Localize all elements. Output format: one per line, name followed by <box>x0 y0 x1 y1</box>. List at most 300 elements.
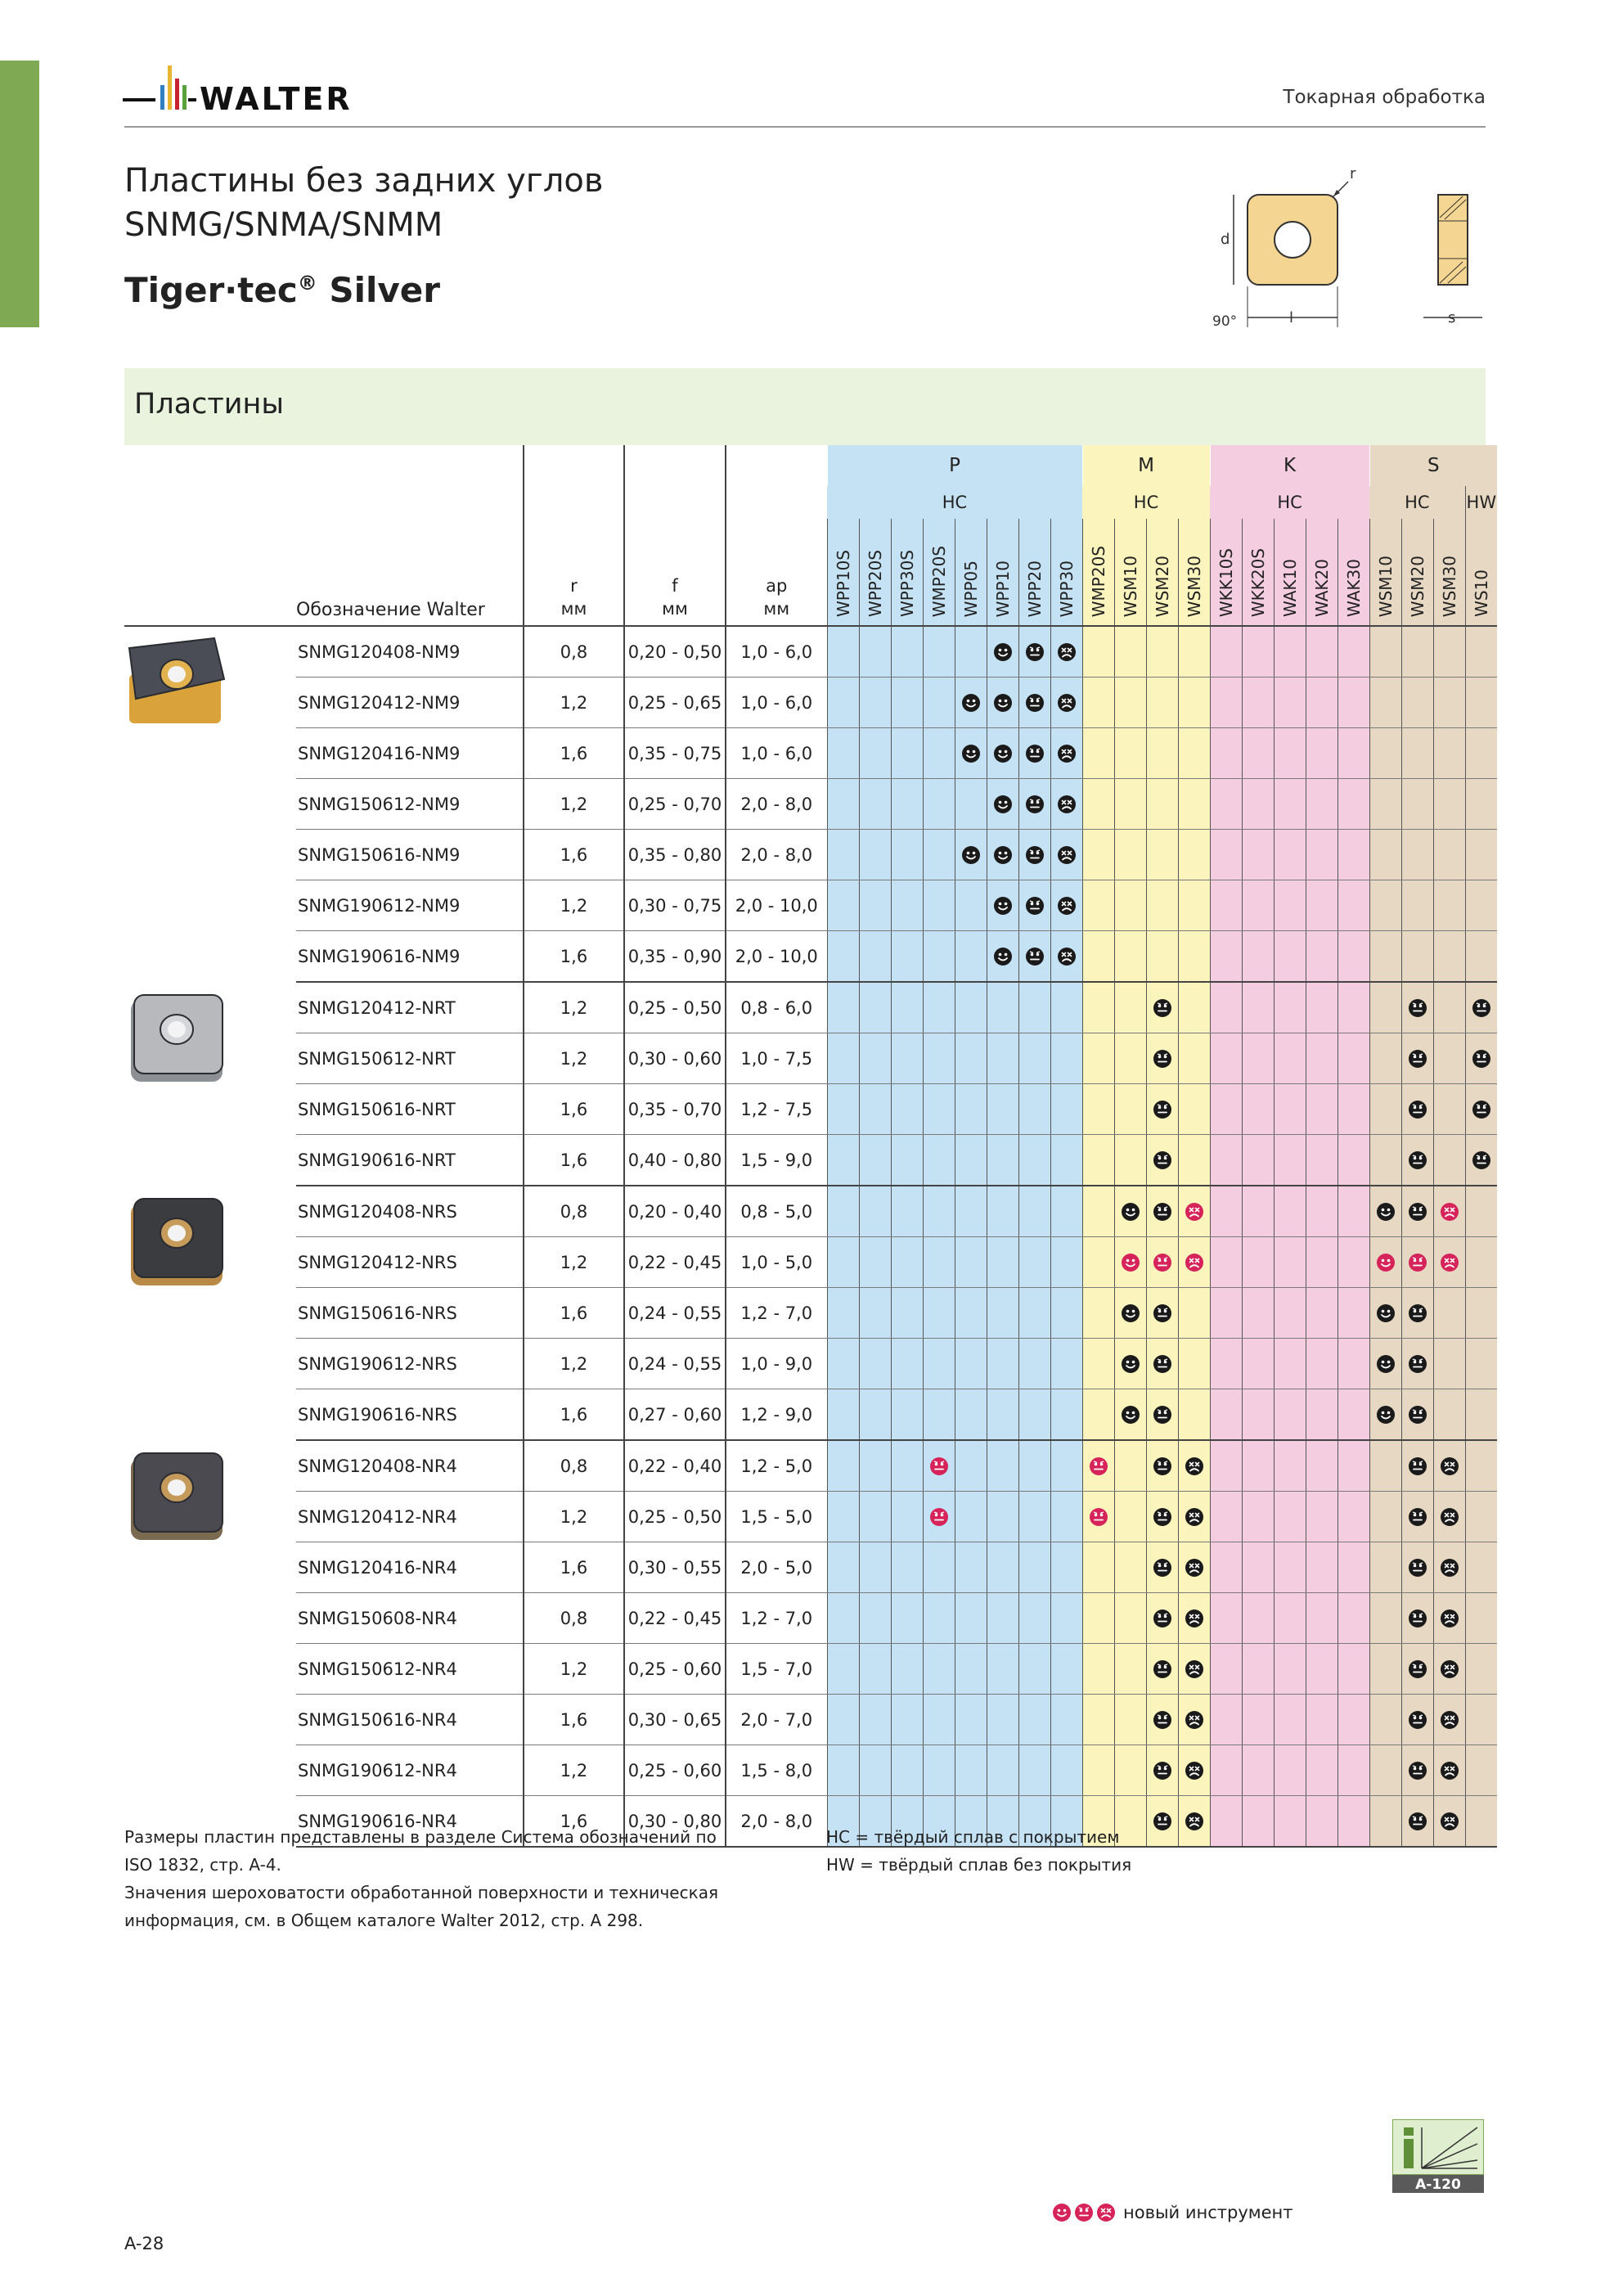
radius-cell: 1,6 <box>524 1542 624 1593</box>
grade-cell <box>1082 1644 1114 1695</box>
grade-cell <box>1274 1492 1306 1542</box>
grade-cell <box>1146 728 1178 779</box>
insert-image-nm9 <box>124 626 296 982</box>
feed-cell: 0,22 - 0,45 <box>624 1237 726 1288</box>
grade-cell <box>923 982 955 1033</box>
grade-cell <box>859 830 891 880</box>
grade-cell <box>1114 1339 1146 1389</box>
grade-cell <box>1146 1542 1178 1593</box>
designation-cell: SNMG120416-NR4 <box>296 1542 524 1593</box>
feed-cell: 0,30 - 0,65 <box>624 1695 726 1745</box>
suitable-icon <box>1025 693 1045 713</box>
grade-cell <box>1465 728 1497 779</box>
limited-icon <box>1440 1558 1459 1578</box>
grade-cell <box>1242 678 1274 728</box>
grade-cell <box>1369 678 1401 728</box>
grade-label: WKK10S <box>1216 547 1236 617</box>
grade-cell <box>1018 1033 1050 1084</box>
grade-cell <box>1242 1237 1274 1288</box>
grade-label: WMP20S <box>1088 545 1108 617</box>
grade-cell <box>859 1593 891 1644</box>
grade-cell <box>827 1745 859 1796</box>
grade-cell <box>1114 1492 1146 1542</box>
grade-cell <box>1210 626 1242 678</box>
grade-cell <box>1018 1237 1050 1288</box>
depth-cell: 1,5 - 8,0 <box>726 1745 827 1796</box>
depth-cell: 1,0 - 6,0 <box>726 678 827 728</box>
grade-cell <box>1369 1389 1401 1441</box>
grade-cell <box>955 1593 987 1644</box>
suitable-icon <box>1408 1761 1427 1781</box>
limited-icon <box>1440 1609 1459 1628</box>
grade-cell <box>1401 779 1433 830</box>
grade-cell <box>1018 830 1050 880</box>
suitable-icon <box>1153 1303 1172 1323</box>
grade-cell <box>1306 830 1338 880</box>
grade-cell <box>827 1084 859 1135</box>
grade-cell <box>1050 626 1082 678</box>
grade-cell <box>1082 1084 1114 1135</box>
grade-cell <box>1210 1237 1242 1288</box>
grade-cell <box>1338 1542 1369 1593</box>
recommended-icon <box>1376 1303 1396 1323</box>
grade-cell <box>1306 1237 1338 1288</box>
grade-cell <box>827 1389 859 1441</box>
grade-cell <box>859 982 891 1033</box>
grade-cell <box>923 1186 955 1237</box>
footnote-line: информация, см. в Общем каталоге Walter 2012, стр. A 298. <box>124 1911 644 1930</box>
limited-icon <box>1185 1507 1204 1527</box>
grade-cell <box>1082 1237 1114 1288</box>
limited-icon <box>1185 1609 1204 1628</box>
table-row <box>124 1033 1497 1084</box>
table-row <box>124 1695 1497 1745</box>
feed-cell: 0,30 - 0,60 <box>624 1033 726 1084</box>
grade-cell <box>923 880 955 931</box>
grade-cell <box>1274 1033 1306 1084</box>
group-m: M <box>1082 445 1210 486</box>
grade-cell <box>1018 626 1050 678</box>
product-line-title: Tiger·tec® Silver <box>124 270 440 310</box>
grade-cell <box>1274 1745 1306 1796</box>
grade-cell <box>1018 678 1050 728</box>
depth-cell: 0,8 - 6,0 <box>726 982 827 1033</box>
grade-cell <box>891 626 923 678</box>
header-image-col <box>124 445 296 626</box>
insert-image-nrt <box>124 982 296 1186</box>
depth-cell: 2,0 - 8,0 <box>726 779 827 830</box>
grade-cell <box>923 626 955 678</box>
grade-cell <box>859 931 891 983</box>
grade-cell <box>1306 1542 1338 1593</box>
table-row <box>124 1186 1497 1237</box>
table-row <box>124 1542 1497 1593</box>
suitable-icon <box>1025 845 1045 865</box>
header-designation: Обозначение Walter <box>296 445 524 626</box>
grade-cell <box>987 626 1018 678</box>
grade-cell <box>1274 1084 1306 1135</box>
grade-cell <box>1114 1084 1146 1135</box>
grade-cell <box>1338 1796 1369 1848</box>
grade-cell <box>1369 1796 1401 1848</box>
section-band-title: Пластины <box>134 388 285 421</box>
grade-cell <box>1018 1389 1050 1441</box>
grade-cell <box>923 1695 955 1745</box>
recommended-icon <box>993 896 1013 916</box>
limited-icon <box>1440 1812 1459 1831</box>
grade-cell <box>1210 1033 1242 1084</box>
grade-cell <box>1465 1644 1497 1695</box>
grade-cell <box>1114 880 1146 931</box>
grade-cell <box>987 1135 1018 1186</box>
radius-cell: 0,8 <box>524 1593 624 1644</box>
suitable-icon <box>1153 1710 1172 1730</box>
grade-cell <box>1146 880 1178 931</box>
table-row <box>124 678 1497 728</box>
grade-cell <box>923 1492 955 1542</box>
grade-cell <box>955 1033 987 1084</box>
grade-cell <box>1465 1593 1497 1644</box>
grade-cell <box>859 1237 891 1288</box>
grade-cell <box>1274 1796 1306 1848</box>
grade-cell <box>1242 982 1274 1033</box>
grade-cell <box>1018 1492 1050 1542</box>
grade-cell <box>1082 728 1114 779</box>
limited-icon <box>1057 947 1077 966</box>
grade-cell <box>955 1695 987 1745</box>
grade-cell <box>1465 931 1497 983</box>
radius-cell: 1,2 <box>524 1644 624 1695</box>
grade-cell <box>1050 982 1082 1033</box>
grade-cell <box>827 982 859 1033</box>
recommended-icon <box>1376 1354 1396 1374</box>
grade-cell <box>1018 1084 1050 1135</box>
designation-cell: SNMG150616-NRS <box>296 1288 524 1339</box>
grade-cell <box>1433 626 1465 678</box>
grade-cell <box>1242 779 1274 830</box>
limited-icon <box>1057 693 1077 713</box>
grade-cell <box>1242 1033 1274 1084</box>
page-title: Пластины без задних углов <box>124 162 604 200</box>
grade-cell <box>827 830 859 880</box>
depth-cell: 2,0 - 10,0 <box>726 880 827 931</box>
grade-header <box>1306 519 1338 626</box>
grade-cell <box>987 1339 1018 1389</box>
grade-cell <box>1369 728 1401 779</box>
suitable-icon <box>1408 998 1427 1018</box>
grade-cell <box>1146 1237 1178 1288</box>
grade-cell <box>1338 1593 1369 1644</box>
grade-cell <box>1242 1796 1274 1848</box>
radius-cell: 1,2 <box>524 1339 624 1389</box>
feed-cell: 0,35 - 0,70 <box>624 1084 726 1135</box>
grade-cell <box>987 1440 1018 1492</box>
grade-cell <box>1242 931 1274 983</box>
grade-cell <box>1178 1644 1210 1695</box>
grade-cell <box>923 678 955 728</box>
suitable-icon <box>1153 1100 1172 1119</box>
grade-cell <box>1018 1695 1050 1745</box>
grade-cell <box>1401 1644 1433 1695</box>
recommended-icon <box>1121 1202 1140 1222</box>
grade-label: WMP20S <box>928 545 949 617</box>
grade-cell <box>1114 1389 1146 1441</box>
grade-cell <box>1178 1695 1210 1745</box>
suitable-icon <box>1408 1049 1427 1069</box>
grade-cell <box>1178 779 1210 830</box>
grade-cell <box>1465 1084 1497 1135</box>
grade-cell <box>1050 1593 1082 1644</box>
grade-cell <box>1433 779 1465 830</box>
header-r: r мм <box>524 445 624 626</box>
feed-cell: 0,20 - 0,50 <box>624 626 726 678</box>
grade-header <box>1050 519 1082 626</box>
grade-cell <box>1050 1084 1082 1135</box>
drawing-label-r: r <box>1350 165 1356 182</box>
recommended-icon <box>993 947 1013 966</box>
radius-cell: 1,6 <box>524 1288 624 1339</box>
grade-cell <box>1114 1033 1146 1084</box>
grade-header <box>1401 519 1433 626</box>
grade-cell <box>1306 1492 1338 1542</box>
footnote-line: HW = твёрдый сплав без покрытия <box>826 1855 1132 1875</box>
grade-cell <box>1050 1288 1082 1339</box>
feed-cell: 0,30 - 0,55 <box>624 1542 726 1593</box>
grade-label: WSM30 <box>1184 555 1204 617</box>
grade-cell <box>1274 1135 1306 1186</box>
grade-header <box>1274 519 1306 626</box>
grade-cell <box>1018 728 1050 779</box>
grade-cell <box>1018 982 1050 1033</box>
radius-cell: 1,6 <box>524 1389 624 1441</box>
limited-icon <box>1185 1761 1204 1781</box>
grade-cell <box>923 1237 955 1288</box>
suitable-icon <box>1025 947 1045 966</box>
table-row <box>124 779 1497 830</box>
grade-cell <box>1210 1288 1242 1339</box>
grade-cell <box>1465 1237 1497 1288</box>
grade-cell <box>1018 1135 1050 1186</box>
grade-cell <box>1018 931 1050 983</box>
grade-cell <box>1401 1440 1433 1492</box>
grade-cell <box>827 1033 859 1084</box>
grade-cell <box>1369 880 1401 931</box>
grade-cell <box>955 1186 987 1237</box>
grade-cell <box>987 1593 1018 1644</box>
grade-label: WPP30 <box>1056 560 1077 617</box>
grade-cell <box>1401 1237 1433 1288</box>
group-k: K <box>1210 445 1369 486</box>
grade-cell <box>859 1745 891 1796</box>
grade-cell <box>1401 1389 1433 1441</box>
recommended-new-icon <box>1376 1253 1396 1272</box>
feed-cell: 0,35 - 0,90 <box>624 931 726 983</box>
grade-cell <box>1146 931 1178 983</box>
radius-cell: 1,2 <box>524 880 624 931</box>
grade-cell <box>1401 626 1433 678</box>
info-reference-box[interactable] <box>1392 2119 1484 2193</box>
grade-cell <box>1178 1186 1210 1237</box>
radius-cell: 1,6 <box>524 1796 624 1848</box>
grade-cell <box>955 1288 987 1339</box>
grade-cell <box>1178 1745 1210 1796</box>
grade-header <box>1338 519 1369 626</box>
grade-cell <box>1018 1288 1050 1339</box>
grade-cell <box>1242 830 1274 880</box>
feed-cell: 0,22 - 0,45 <box>624 1593 726 1644</box>
grade-cell <box>1050 1492 1082 1542</box>
limited-icon <box>1440 1659 1459 1679</box>
grade-cell <box>1369 1186 1401 1237</box>
grade-cell <box>1210 880 1242 931</box>
radius-cell: 1,2 <box>524 779 624 830</box>
grade-cell <box>923 1033 955 1084</box>
depth-cell: 1,0 - 9,0 <box>726 1339 827 1389</box>
grade-cell <box>1018 1186 1050 1237</box>
group-s: S <box>1369 445 1497 486</box>
grade-cell <box>1465 1796 1497 1848</box>
walter-logo <box>123 61 401 126</box>
grade-cell <box>1306 1745 1338 1796</box>
grade-cell <box>891 1186 923 1237</box>
grade-cell <box>827 1135 859 1186</box>
grade-cell <box>955 678 987 728</box>
grade-cell <box>955 1135 987 1186</box>
grade-cell <box>1306 1339 1338 1389</box>
grade-cell <box>1433 678 1465 728</box>
grade-cell <box>1465 880 1497 931</box>
grade-cell <box>1306 1135 1338 1186</box>
designation-cell: SNMG190616-NM9 <box>296 931 524 983</box>
depth-cell: 1,2 - 7,5 <box>726 1084 827 1135</box>
grade-cell <box>1274 931 1306 983</box>
grade-cell <box>1401 1492 1433 1542</box>
table-row <box>124 626 1497 678</box>
grade-cell <box>1338 1135 1369 1186</box>
grade-cell <box>859 1492 891 1542</box>
feed-cell: 0,30 - 0,75 <box>624 880 726 931</box>
grade-cell <box>1274 1440 1306 1492</box>
grade-cell <box>1274 1288 1306 1339</box>
grade-cell <box>827 1339 859 1389</box>
grade-cell <box>1274 1389 1306 1441</box>
grade-cell <box>987 1542 1018 1593</box>
limited-new-icon <box>1185 1202 1204 1222</box>
grade-cell <box>1242 880 1274 931</box>
subgroup-m-hc: HC <box>1082 486 1210 519</box>
grade-cell <box>1338 678 1369 728</box>
feed-cell: 0,25 - 0,60 <box>624 1745 726 1796</box>
grade-cell <box>1433 1796 1465 1848</box>
grade-cell <box>1114 1237 1146 1288</box>
suitable-icon <box>1408 1405 1427 1425</box>
grade-cell <box>1401 880 1433 931</box>
subgroup-p-hc: HC <box>827 486 1082 519</box>
grade-cell <box>1178 931 1210 983</box>
grade-cell <box>891 1389 923 1441</box>
grade-cell <box>1369 1288 1401 1339</box>
grade-cell <box>1274 626 1306 678</box>
grade-label: WSM20 <box>1152 555 1172 617</box>
grade-cell <box>1178 830 1210 880</box>
grade-cell <box>955 779 987 830</box>
grade-label: WPP20S <box>865 549 885 617</box>
grade-cell <box>1306 1186 1338 1237</box>
grade-cell <box>1178 678 1210 728</box>
limited-new-icon <box>1185 1253 1204 1272</box>
grade-cell <box>1178 880 1210 931</box>
grade-cell <box>1114 1135 1146 1186</box>
grade-cell <box>859 1644 891 1695</box>
suitable-icon <box>1408 1456 1427 1476</box>
grade-cell <box>1338 1033 1369 1084</box>
grade-cell <box>1146 626 1178 678</box>
grade-cell <box>1274 1339 1306 1389</box>
suitable-icon <box>1153 1558 1172 1578</box>
depth-cell: 2,0 - 8,0 <box>726 1796 827 1848</box>
insert-photo <box>124 633 231 736</box>
grade-cell <box>1338 1288 1369 1339</box>
grade-cell <box>1082 1339 1114 1389</box>
table-row <box>124 1135 1497 1186</box>
feed-cell: 0,25 - 0,50 <box>624 1492 726 1542</box>
feed-cell: 0,22 - 0,40 <box>624 1440 726 1492</box>
grade-cell <box>1401 1084 1433 1135</box>
suitable-icon <box>1025 896 1045 916</box>
grade-cell <box>1401 1796 1433 1848</box>
grade-cell <box>923 1542 955 1593</box>
grade-cell <box>955 1644 987 1695</box>
grade-cell <box>955 931 987 983</box>
radius-cell: 1,6 <box>524 1695 624 1745</box>
designation-cell: SNMG190612-NRS <box>296 1339 524 1389</box>
grade-cell <box>1465 1440 1497 1492</box>
grade-cell <box>1178 982 1210 1033</box>
grade-cell <box>1050 1389 1082 1441</box>
grade-cell <box>1050 880 1082 931</box>
grade-cell <box>859 1084 891 1135</box>
grade-cell <box>1210 1084 1242 1135</box>
designation-cell: SNMG190616-NRS <box>296 1389 524 1441</box>
table-row <box>124 931 1497 983</box>
grade-cell <box>1018 779 1050 830</box>
grade-cell <box>1338 931 1369 983</box>
grade-cell <box>859 1440 891 1492</box>
grade-cell <box>1274 1593 1306 1644</box>
grade-cell <box>1338 1745 1369 1796</box>
grade-cell <box>955 1440 987 1492</box>
grade-cell <box>1178 1237 1210 1288</box>
radius-cell: 0,8 <box>524 1440 624 1492</box>
grade-cell <box>1050 678 1082 728</box>
table-row <box>124 1288 1497 1339</box>
grade-cell <box>1146 779 1178 830</box>
grade-cell <box>1018 1440 1050 1492</box>
grade-cell <box>955 626 987 678</box>
grade-cell <box>1274 982 1306 1033</box>
grade-cell <box>1114 1288 1146 1339</box>
suitable-icon <box>1408 1507 1427 1527</box>
grade-cell <box>1242 1542 1274 1593</box>
grade-cell <box>1369 1695 1401 1745</box>
grade-cell <box>859 1695 891 1745</box>
designation-cell: SNMG120408-NM9 <box>296 626 524 678</box>
grade-cell <box>923 728 955 779</box>
grade-label: WSM10 <box>1375 555 1396 617</box>
recommended-icon <box>1376 1405 1396 1425</box>
grade-cell <box>1242 1745 1274 1796</box>
table-row <box>124 1339 1497 1389</box>
